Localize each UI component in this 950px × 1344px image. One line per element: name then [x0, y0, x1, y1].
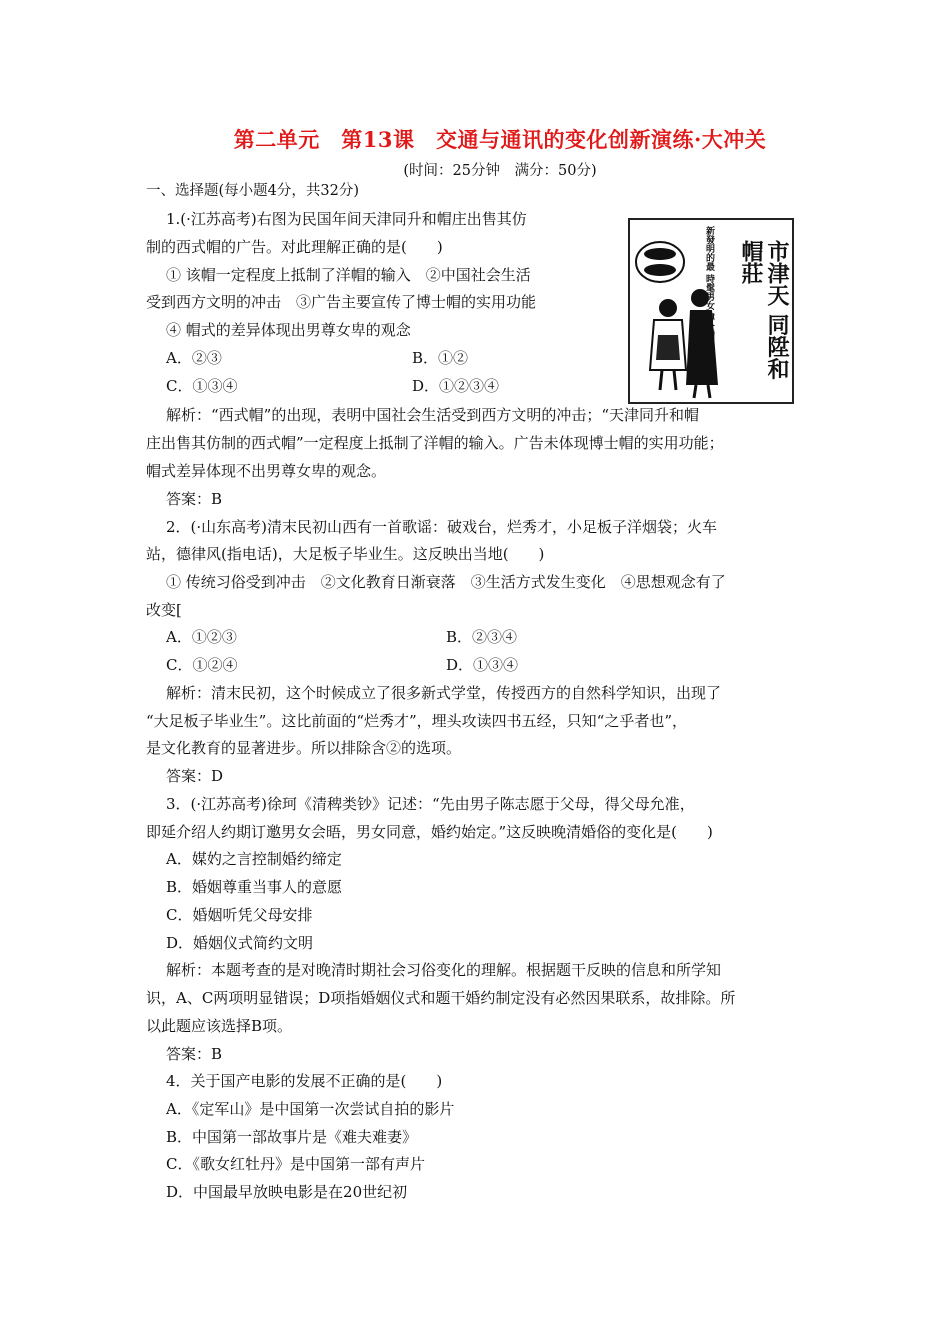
q3-explanation-line3: 以此题应该选择B项。	[146, 1017, 293, 1035]
q1-option-d: D．①②③④	[412, 377, 500, 395]
q1-explanation-line3: 帽式差异体现不出男尊女卑的观念。	[146, 462, 387, 480]
q2-stem-line1: 2．(·山东高考)清末民初山西有一首歌谣：破戏台，烂秀才，小足板子洋烟袋；火车	[166, 518, 718, 536]
q2-option-b: B．②③④	[446, 628, 518, 646]
q1-explanation-line2: 庄出售其仿制的西式帽”一定程度上抵制了洋帽的输入。广告未体现博士帽的实用功能；	[146, 434, 724, 452]
hat-advertisement-figure	[628, 218, 794, 404]
q3-answer: 答案：B	[166, 1045, 223, 1063]
q3-stem-line2: 即延介绍人约期订邀男女会晤，男女同意，婚约始定。”这反映晚清婚俗的变化是( )	[146, 823, 713, 841]
q4-option-a: A．《定军山》是中国第一次尝试自拍的影片	[166, 1100, 455, 1118]
q2-explanation-line1: 解析：清末民初，这个时候成立了很多新式学堂，传授西方的自然科学知识，出现了	[166, 684, 722, 702]
q1-explanation-line1: 解析：“西式帽”的出现，表明中国社会生活受到西方文明的冲击；“天津同升和帽	[166, 406, 700, 424]
q2-option-d: D．①③④	[446, 656, 519, 674]
q4-option-b: B．中国第一部故事片是《难夫难妻》	[166, 1128, 418, 1146]
q1-stem-line1: 1.(·江苏高考)右图为民国年间天津同升和帽庄出售其仿	[166, 210, 527, 228]
q1-option-c: C．①③④	[166, 377, 238, 395]
q1-answer: 答案：B	[166, 490, 223, 508]
q3-option-b: B．婚姻尊重当事人的意愿	[166, 878, 343, 896]
q2-stem-line3: ① 传统习俗受到冲击 ②文化教育日渐衰落 ③生活方式发生变化 ④思想观念有了	[166, 573, 726, 591]
section-heading: 一、选择题(每小题4分，共32分)	[146, 183, 359, 199]
q2-stem-line4: 改变[	[146, 601, 182, 619]
q2-option-c: C．①②④	[166, 656, 238, 674]
page-subtitle: (时间：25分钟 满分：50分)	[403, 163, 597, 179]
q3-option-d: D．婚姻仪式简约文明	[166, 934, 314, 952]
q3-explanation-line2: 识，A、C两项明显错误；D项指婚姻仪式和题干婚约制定没有必然因果联系，故排除。所	[146, 989, 736, 1007]
page-title: 第二单元 第13课 交通与通讯的变化创新演练·大冲关	[233, 127, 767, 152]
q1-option-a: A．②③	[166, 349, 222, 367]
ad-side-text: 新發明的最 時髦男女 博士帽	[704, 226, 714, 341]
q2-explanation-line2: “大足板子毕业生”。这比前面的“烂秀才”，埋头攻读四书五经，只知“之乎者也”，	[146, 712, 688, 730]
q1-stem-line5: ④ 帽式的差异体现出男尊女卑的观念	[166, 321, 411, 339]
q3-stem-line1: 3．(·江苏高考)徐珂《清稗类钞》记述：“先由男子陈志愿于父母，得父母允准，	[166, 795, 695, 813]
q2-explanation-line3: 是文化教育的显著进步。所以排除含②的选项。	[146, 739, 462, 757]
q2-option-a: A．①②③	[166, 628, 237, 646]
q2-stem-line2: 站，德律风(指电话)，大足板子毕业生。这反映出当地( )	[146, 545, 545, 563]
q3-explanation-line1: 解析：本题考查的是对晚清时期社会习俗变化的理解。根据题干反映的信息和所学知	[166, 961, 722, 979]
q4-option-d: D．中国最早放映电影是在20世纪初	[166, 1183, 408, 1201]
q3-option-a: A．媒妁之言控制婚约缔定	[166, 850, 342, 868]
q2-answer: 答案：D	[166, 767, 224, 785]
q1-stem-line2: 制的西式帽的广告。对此理解正确的是( )	[146, 238, 443, 256]
q1-stem-line3: ① 该帽一定程度上抵制了洋帽的输入 ②中国社会生活	[166, 266, 531, 284]
q4-stem-line1: 4．关于国产电影的发展不正确的是( )	[166, 1072, 443, 1090]
ad-main-text: 市津天 同陞和帽莊	[738, 240, 790, 380]
q1-option-b: B．①②	[412, 349, 469, 367]
q4-option-c: C．《歌女红牡丹》是中国第一部有声片	[166, 1155, 425, 1173]
q1-stem-line4: 受到西方文明的冲击 ③广告主要宣传了博士帽的实用功能	[146, 293, 537, 311]
q3-option-c: C．婚姻听凭父母安排	[166, 906, 313, 924]
